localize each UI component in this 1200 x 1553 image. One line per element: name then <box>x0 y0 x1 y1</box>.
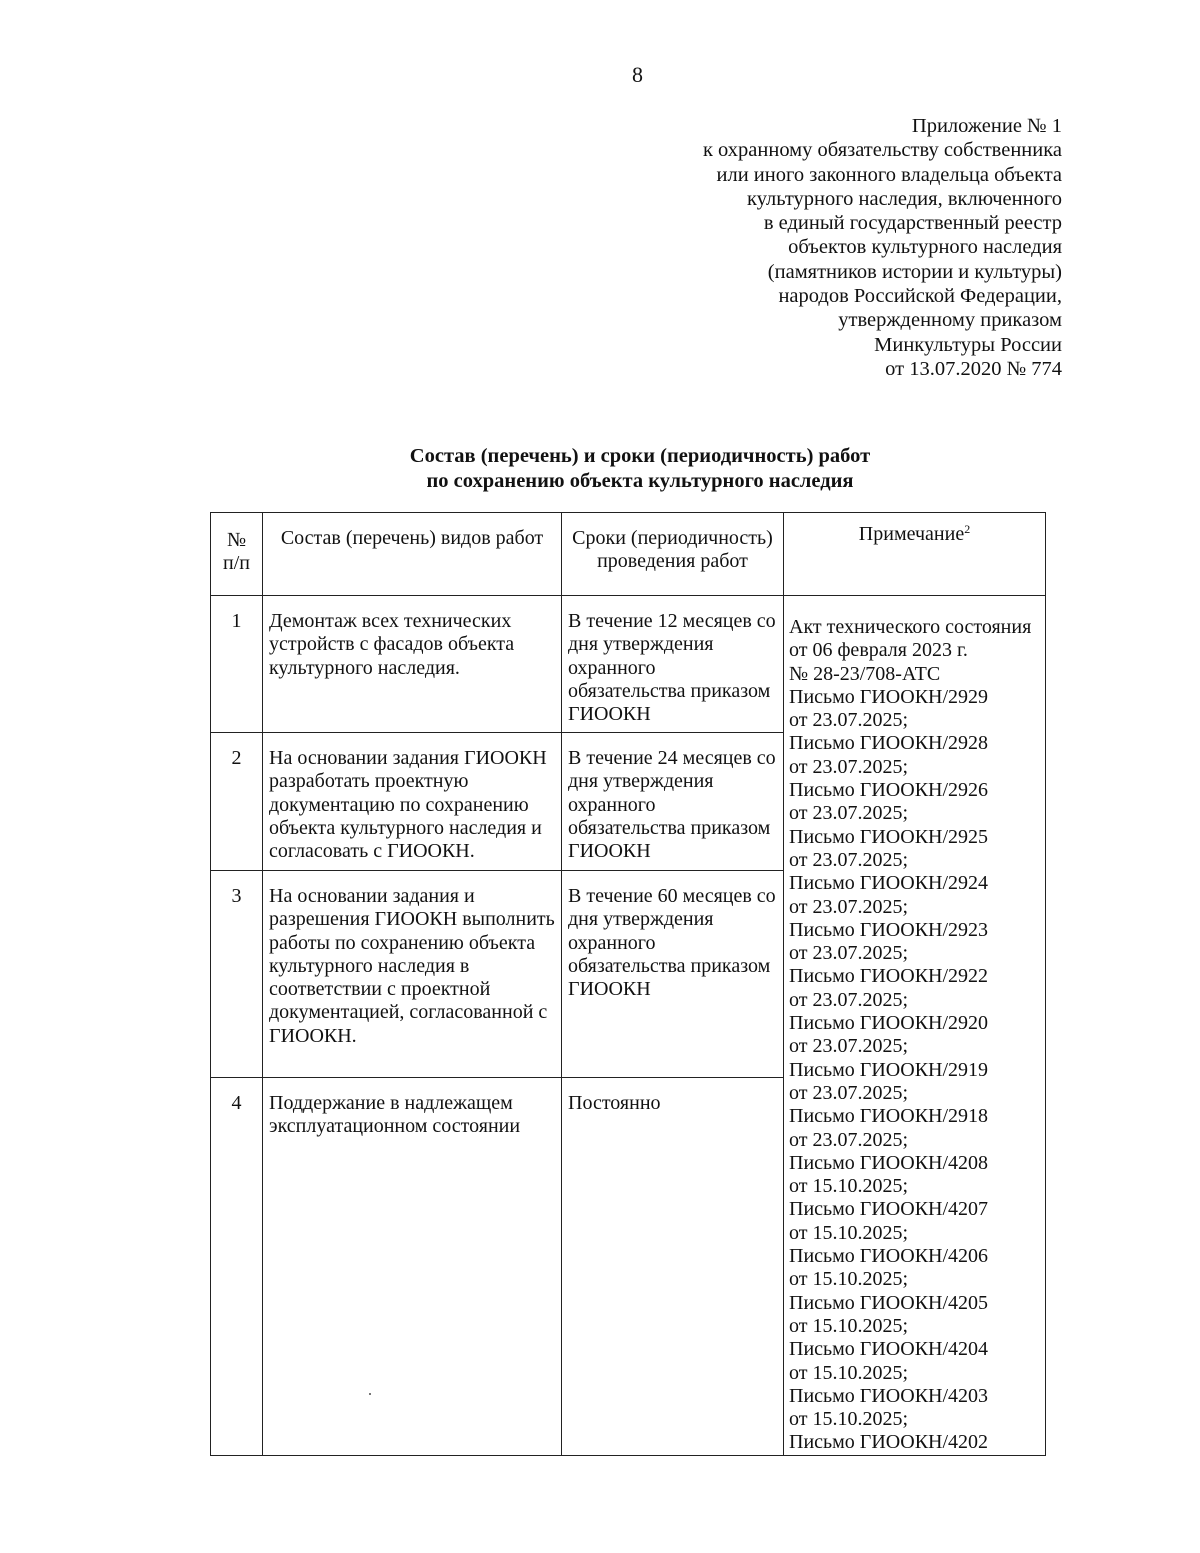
footnote-mark: 2 <box>964 522 971 536</box>
note-line: от 06 февраля 2023 г. <box>789 639 968 662</box>
row-num: 4 <box>211 1078 263 1456</box>
document-title <box>0 444 1200 494</box>
row-term: В течение 24 месяцев со дня утверждения охранного обязательства приказом ГИООКН <box>562 733 784 871</box>
note-line: Письмо ГИООКН/4208 <box>789 1151 989 1174</box>
note-line: Письмо ГИООКН/4203 <box>789 1384 989 1407</box>
appendix-line: Приложение № 1 <box>911 115 1062 137</box>
row-num: 1 <box>211 596 263 733</box>
row-term: Постоянно <box>562 1078 784 1456</box>
appendix-line: культурного наследия, включенного <box>747 187 1062 210</box>
appendix-line: или иного законного владельца объекта <box>716 163 1062 186</box>
title-line-2: по сохранению объекта культурного наследия <box>426 470 854 492</box>
note-line: Письмо ГИООКН/2929 <box>789 685 989 708</box>
table-row <box>211 596 1046 733</box>
note-line: Письмо ГИООКН/4204 <box>789 1338 989 1361</box>
note-line: от 15.10.2025; <box>789 1175 909 1198</box>
note-line: Письмо ГИООКН/2925 <box>789 825 989 848</box>
header-term-label: Сроки (периодичность) проведения работ <box>572 527 773 573</box>
row-work: Демонтаж всех технических устройств с фасадов объекта культурного наследия. <box>263 596 562 733</box>
note-line: Акт технического состояния <box>789 616 1032 638</box>
note-line: Письмо ГИООКН/2923 <box>789 918 989 941</box>
row-term: В течение 60 месяцев со дня утверждения охранного обязательства приказом ГИООКН <box>562 871 784 1078</box>
note-line: Письмо ГИООКН/2919 <box>789 1058 989 1081</box>
row-work: На основании задания и разрешения ГИООКН выполнить работы по сохранению объекта культурного наследия в соответствии с проектной документацией, согласованной с ГИООКН. <box>263 871 562 1078</box>
note-line: от 15.10.2025; <box>789 1221 909 1244</box>
note-line: от 23.07.2025; <box>789 895 909 918</box>
page-number: 8 <box>632 62 643 87</box>
title-line-1: Состав (перечень) и сроки (периодичность) работ <box>409 445 871 467</box>
appendix-header <box>703 114 1062 381</box>
note-cell <box>784 596 1046 1456</box>
note-line: № 28-23/708-АТС <box>789 662 941 685</box>
header-num-label: № п/п <box>223 529 250 575</box>
note-line: от 15.10.2025; <box>789 1268 909 1291</box>
row-work: На основании задания ГИООКН разработать проектную документацию по сохранению объекта культурного наследия и согласовать с ГИООКН. <box>263 733 562 871</box>
note-line: от 23.07.2025; <box>789 802 909 825</box>
row-term: В течение 12 месяцев со дня утверждения охранного обязательства приказом ГИООКН <box>562 596 784 733</box>
works-table <box>210 512 1046 1456</box>
note-line: от 15.10.2025; <box>789 1408 909 1431</box>
note-line: от 23.07.2025; <box>789 942 909 965</box>
note-line: Письмо ГИООКН/4206 <box>789 1245 989 1268</box>
note-line: от 23.07.2025; <box>789 1035 909 1058</box>
note-line: Письмо ГИООКН/2928 <box>789 732 989 755</box>
row-work: Поддержание в надлежащем эксплуатационном состоянии <box>263 1078 562 1456</box>
header-note <box>784 513 1046 596</box>
appendix-line: объектов культурного наследия <box>788 236 1062 259</box>
note-line: от 23.07.2025; <box>789 1081 909 1104</box>
note-line: Письмо ГИООКН/2920 <box>789 1012 989 1035</box>
appendix-line: (памятников истории и культуры) <box>767 260 1062 283</box>
appendix-line: в единый государственный реестр <box>763 212 1062 235</box>
header-term <box>562 513 784 596</box>
note-line: от 23.07.2025; <box>789 755 909 778</box>
note-line: Письмо ГИООКН/2922 <box>789 965 989 988</box>
header-work: Состав (перечень) видов работ <box>263 513 562 596</box>
appendix-line: утвержденному приказом <box>838 309 1062 332</box>
note-line: от 23.07.2025; <box>789 1128 909 1151</box>
note-line: Письмо ГИООКН/2924 <box>789 872 989 895</box>
row-num: 3 <box>211 871 263 1078</box>
row-num: 2 <box>211 733 263 871</box>
note-line: Письмо ГИООКН/4202 <box>789 1431 989 1454</box>
note-line: от 23.07.2025; <box>789 988 909 1011</box>
note-line: Письмо ГИООКН/2926 <box>789 779 989 802</box>
table-header-row <box>211 513 1046 596</box>
appendix-line: Минкультуры России <box>874 333 1062 356</box>
note-line: от 23.07.2025; <box>789 709 909 732</box>
note-line: от 23.07.2025; <box>789 848 909 871</box>
note-line: от 15.10.2025; <box>789 1314 909 1337</box>
note-line: Письмо ГИООКН/2918 <box>789 1105 989 1128</box>
scan-speck <box>369 1393 371 1395</box>
note-line: от 15.10.2025; <box>789 1361 909 1384</box>
header-num <box>211 513 263 596</box>
note-line: Письмо ГИООКН/4205 <box>789 1291 989 1314</box>
header-note-label: Примечание <box>858 523 965 545</box>
appendix-line: к охранному обязательству собственника <box>702 139 1062 162</box>
appendix-line: от 13.07.2020 № 774 <box>885 357 1062 380</box>
appendix-line: народов Российской Федерации, <box>778 285 1062 308</box>
note-line: Письмо ГИООКН/4207 <box>789 1198 989 1221</box>
